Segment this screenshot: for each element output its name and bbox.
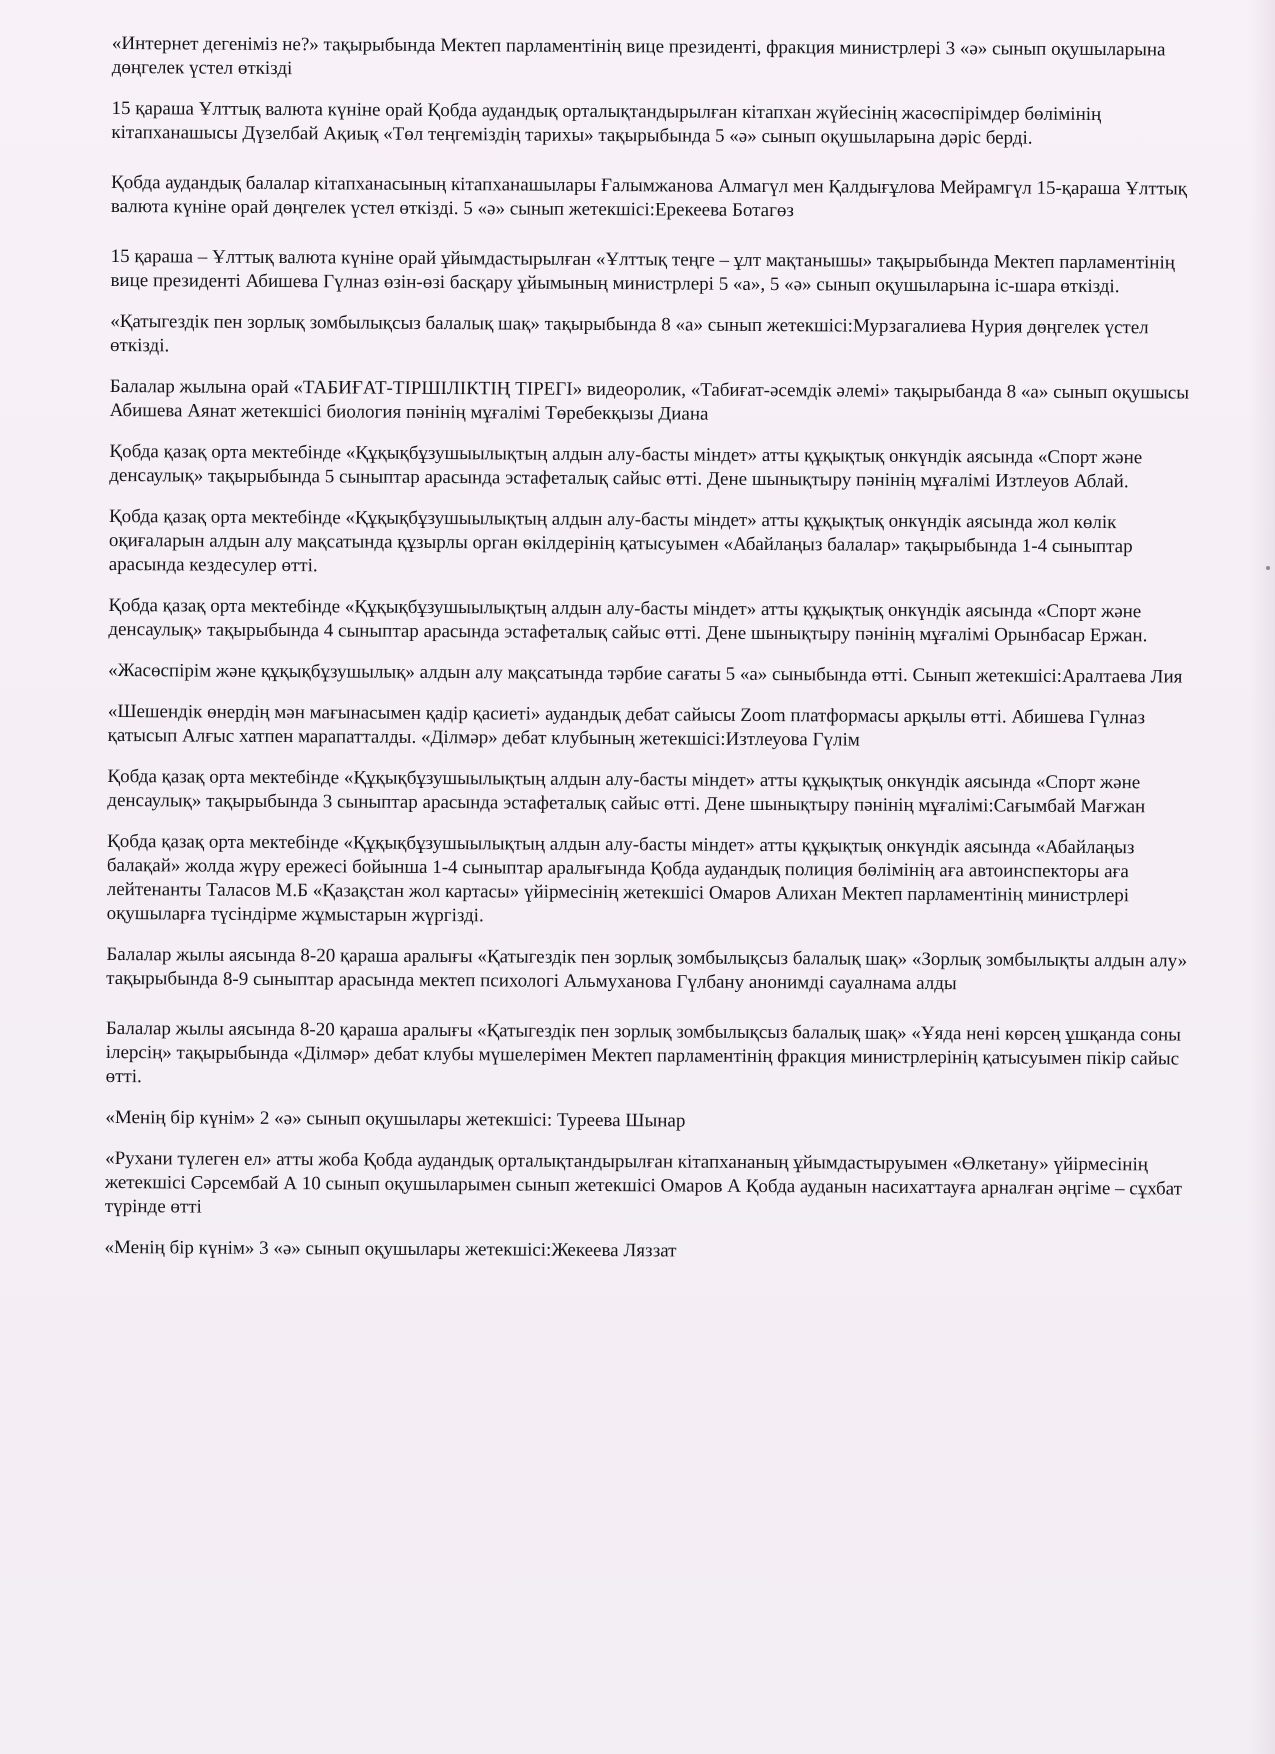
paragraph: Қобда аудандық балалар кітапханасының кітапханашылары Ғалымжанова Алмагүл мен Қалдығұлова Мейрамгүл 15-қараша Ұлттық валюта күніне орай дөңгелек үстел өткізді. 5 «ә» сынып жетекшісі:Ерекеева Ботагөз xyxy=(110,171,1188,222)
paragraph: «Рухани түлеген ел» атты жоба Қобда аудандық орталықтандырылған кітапхананың ұйымдастыруымен «Өлкетану» үйірмесінің жетекшісі Сәрсембай А 10 сынып оқушыларымен сынып жетекшісі Омаров А Қобда ауданын насихаттауға арналған әңгіме – сұхбат түрінде өтті xyxy=(104,1147,1183,1218)
paragraph: Қобда қазақ орта мектебінде «Құқықбұзушыылықтың алдын алу-басты міндет» атты құқықтық онкүндік аясында «Спорт және денсаулық» тақырыбында 5 сыныптар арасында эстафеталық сайыс өтті. Дене шынықтыру пәнінің мұғалімі Изтлеуов Аблай. xyxy=(109,440,1143,493)
paragraph: «Шешендік өнердің мән мағынасымен қадір қасиеті» аудандық дебат сайысы Zoom платформасы арқылы өтті. Абишева Гүлназ қатысып Алғыс хатпен марапатталды. «Ділмәр» дебат клубының жетекшісі:Изтлеуова Гүлім xyxy=(107,700,1146,751)
paragraph: «Менің бір күнім» 3 «ә» сынып оқушылары жетекшісі:Жекеева Ляззат xyxy=(104,1236,677,1262)
paragraph: «Менің бір күнім» 2 «ә» сынып оқушылары жетекшісі: Туреева Шынар xyxy=(105,1106,686,1132)
paragraph: Қобда қазақ орта мектебінде «Құқықбұзушыылықтың алдын алу-басты міндет» атты құқықтық онкүндік аясында «Спорт және денсаулық» тақырыбында 3 сыныптар арасында эстафеталық сайыс өтті. Дене шынықтыру пәнінің мұғалімі:Сағымбай Мағжан xyxy=(107,765,1146,818)
paragraph: Балалар жылы аясында 8-20 қараша аралығы «Қатыгездік пен зорлық зомбылықсыз балалық шақ» «Ұяда нені көрсең ұшқанда соны ілерсің» тақырыбында «Ділмәр» дебат клубы мүшелерімен Мектеп парламентінің фракция министрлерінің қатысуымен пікір сайыс өтті. xyxy=(105,1017,1182,1088)
document-body xyxy=(104,32,1202,1284)
paragraph: Қобда қазақ орта мектебінде «Құқықбұзушыылықтың алдын алу-басты міндет» атты құқықтық онкүндік аясында жол көлік оқиғаларын алдын алу мақсатында құзырлы орган өкілдерінің қатысуымен «Абайлаңыз балалар» тақырыбында 1-4 сыныптар арасында кездесулер өтті. xyxy=(108,505,1133,577)
paragraph: «Интернет дегеніміз не?» тақырыбында Мектеп парламентінің вице президенті, фракция министрлері 3 «ә» сынып оқушыларына дөңгелек үстел өткізді xyxy=(111,32,1166,80)
paragraph: Балалар жылына орай «ТАБИҒАТ-ТІРШІЛІКТІҢ ТІРЕГІ» видеоролик, «Табиғат-әсемдік әлемі» тақырыбанда 8 «а» сынып оқушысы Абишева Аянат жетекшісі биология пәнінің мұғалімі Төребекқызы Диана xyxy=(109,375,1190,425)
paragraph: 15 қараша Ұлттық валюта күніне орай Қобда аудандық орталықтандырылған кітапхан жүйесінің жасөспірімдер бөлімінің кітапханашысы Дүзелбай Ақиық «Төл теңгеміздің тарихы» тақырыбында 5 «ә» сынып оқушыларына дәріс берді. xyxy=(111,97,1102,149)
paragraph: Қобда қазақ орта мектебінде «Құқықбұзушыылықтың алдын алу-басты міндет» атты құқықтық онкүндік аясында «Абайлаңыз балақай» жолда жүру ережесі бойынша 1-4 сыныптар аралығында Қобда аудандық полиция бөлімінің аға автоинспекторы аға лейтенанты Таласов М.Б «Қазақстан жол картасы» үйірмесінің жетекшісі Омаров Алихан Мектеп парламентінің министрлері оқушыларға түсіндірме жұмыстарын жүргізді. xyxy=(106,830,1135,927)
paragraph: Қобда қазақ орта мектебінде «Құқықбұзушыылықтың алдын алу-басты міндет» атты құқықтық онкүндік аясында «Спорт және денсаулық» тақырыбында 4 сыныптар арасында эстафеталық сайыс өтті. Дене шынықтыру пәнінің мұғалімі Орынбасар Ержан. xyxy=(108,594,1148,647)
scan-edge-shadow xyxy=(1249,0,1275,1754)
paragraph: Балалар жылы аясында 8-20 қараша аралығы «Қатыгездік пен зорлық зомбылықсыз балалық шақ» «Зорлық зомбылықты алдын алу» тақырыбында 8-9 сыныптар арасында мектеп психологі Альмуханова Гүлбану анонимді сауалнама алды xyxy=(106,943,1188,995)
scan-speck xyxy=(1266,566,1270,570)
paragraph: «Қатыгездік пен зорлық зомбылықсыз балалық шақ» тақырыбында 8 «а» сынып жетекшісі:Мурзагалиева Нурия дөңгелек үстел өткізді. xyxy=(110,310,1149,357)
paragraph: 15 қараша – Ұлттық валюта күніне орай ұйымдастырылған «Ұлттық теңге – ұлт мақтанышы» тақырыбында Мектеп парламентінің вице президенті Абишева Гүлназ өзін-өзі басқару ұйымының министрлері 5 «а», 5 «ә» сынып оқушыларына іс-шара өткізді. xyxy=(110,245,1176,298)
paragraph: «Жасөспірім және құқықбұзушылық» алдын алу мақсатында тәрбие сағаты 5 «а» сыныбында өтті. Сынып жетекшісі:Аралтаева Лия xyxy=(108,659,1183,688)
